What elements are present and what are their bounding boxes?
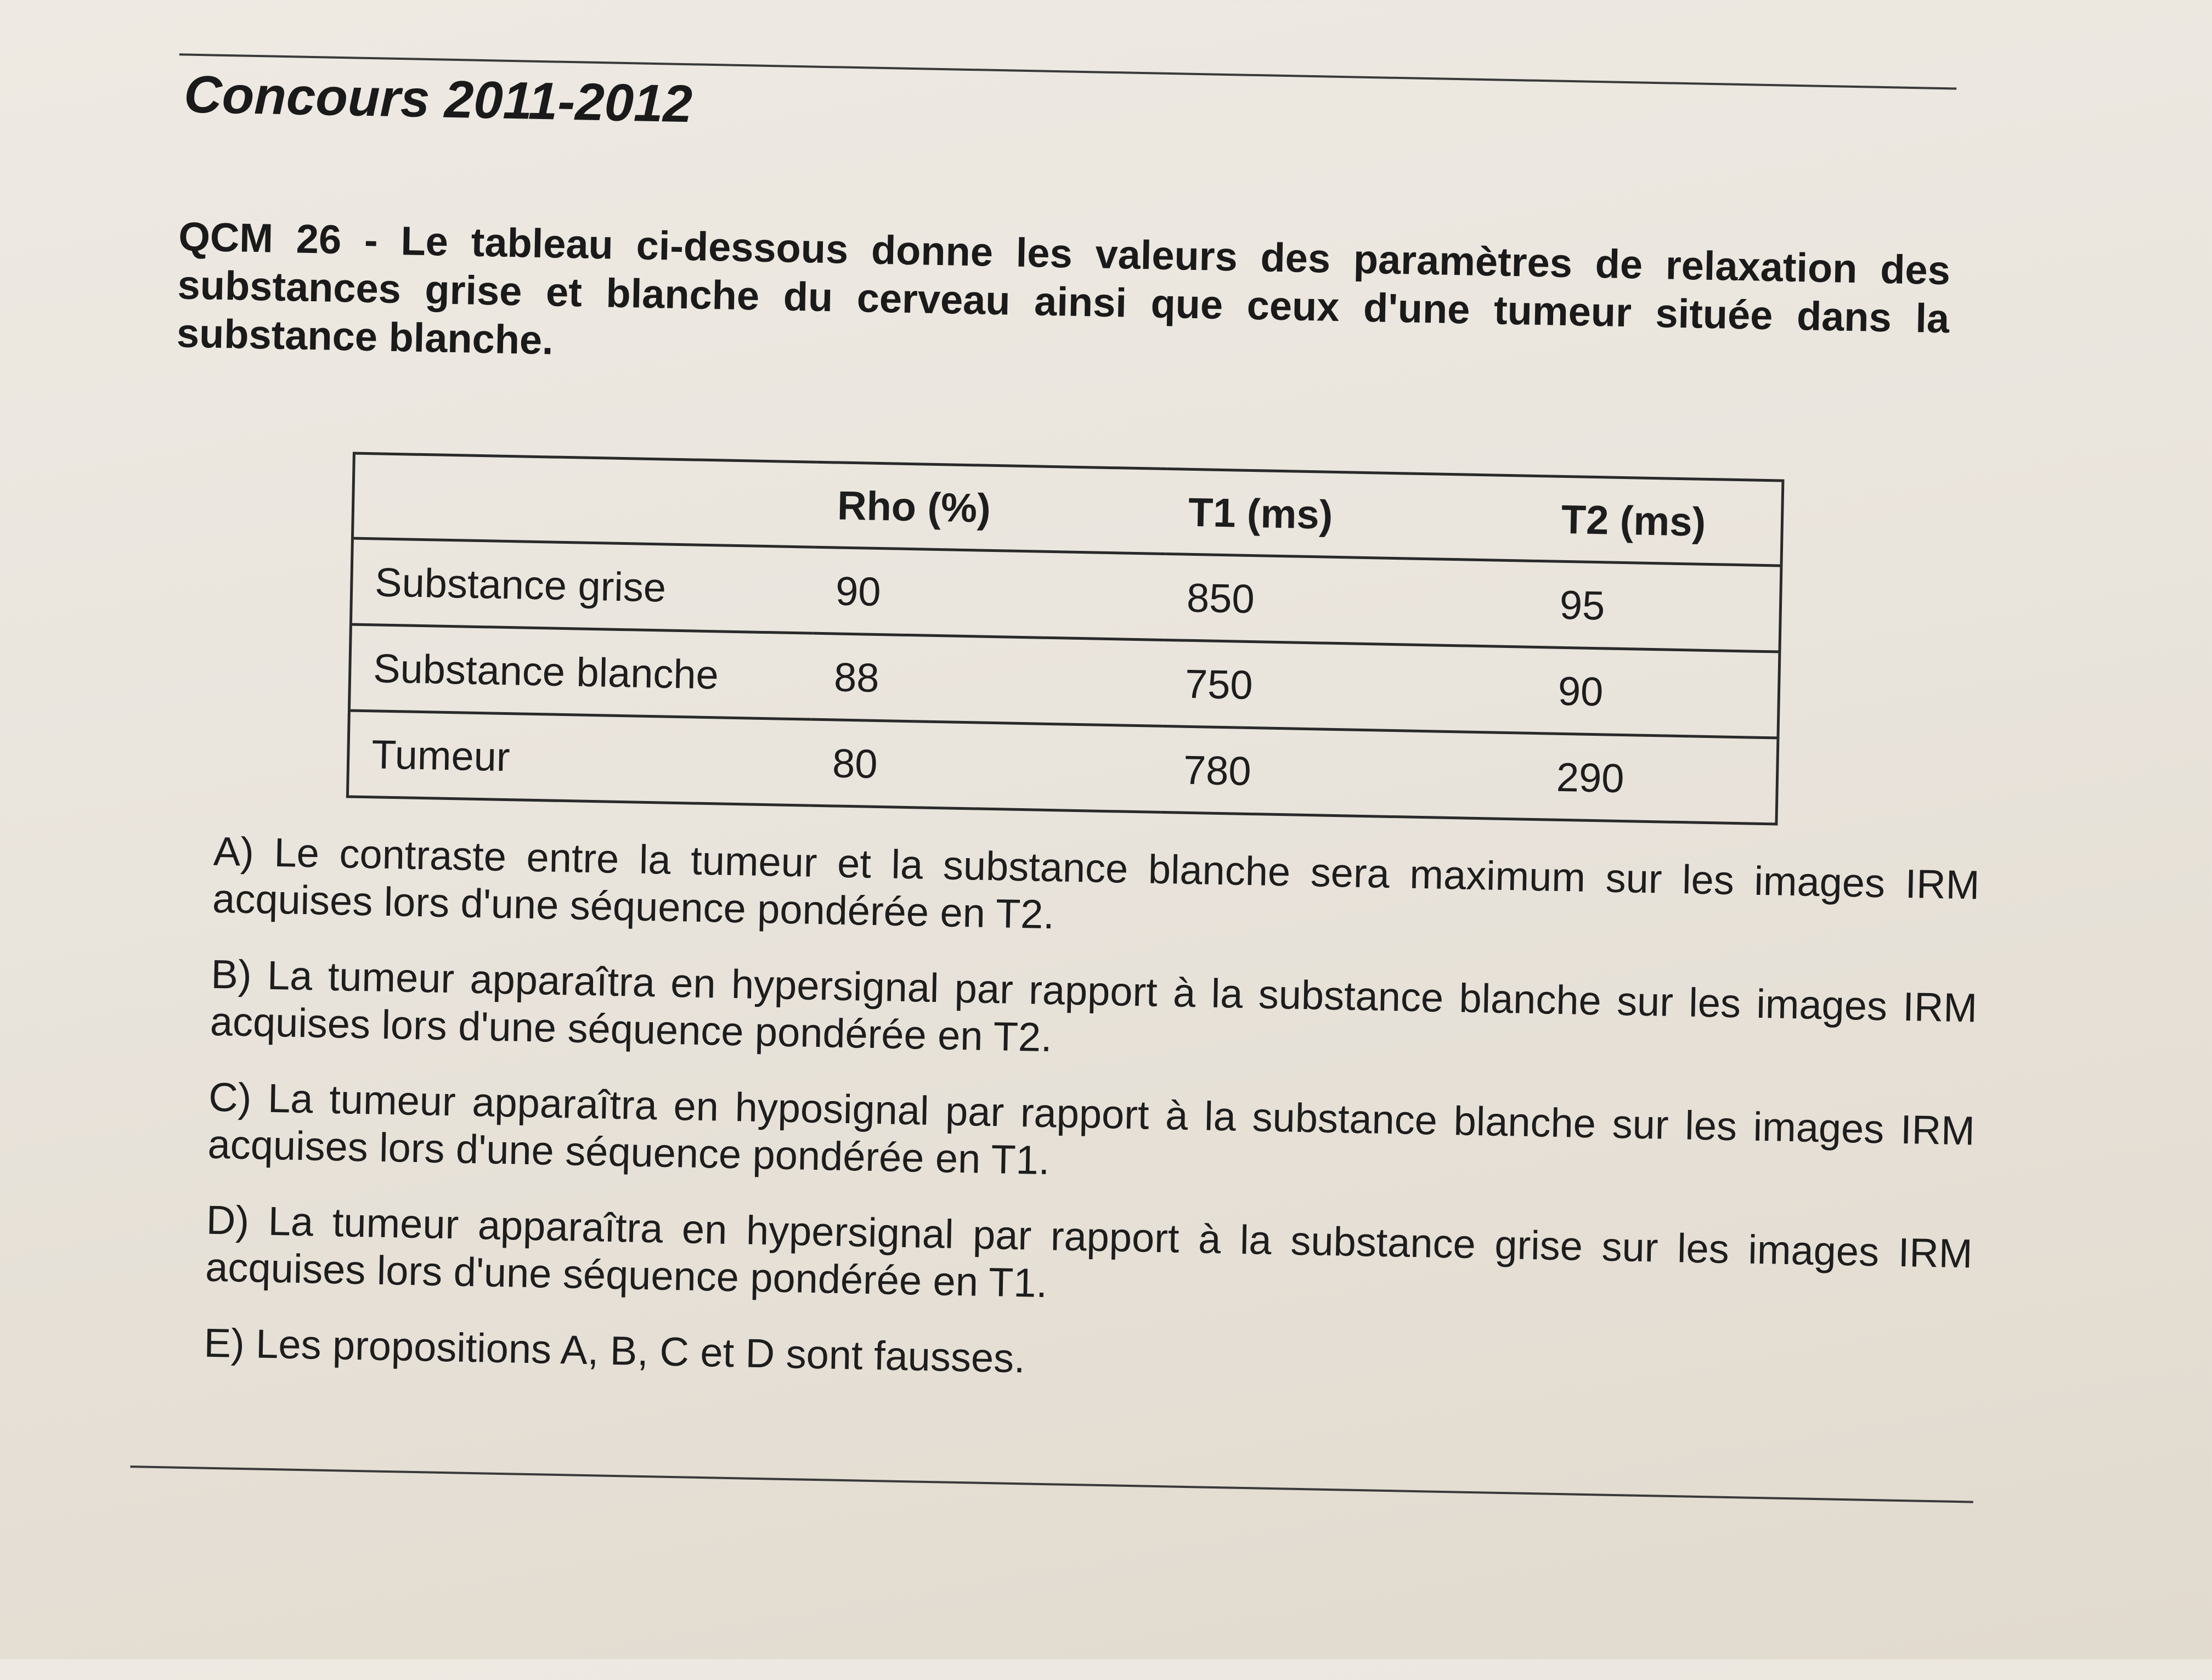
row-label: Substance blanche bbox=[349, 624, 812, 719]
option-c: C) La tumeur apparaîtra en hyposignal par rapport à la substance blanche sur les images IRM acquises lors d'une séquence pondérée en T1. bbox=[207, 1074, 1976, 1183]
header-cell-rho: Rho (%) bbox=[815, 462, 1167, 554]
option-b: B) La tumeur apparaîtra en hypersignal par rapport à la substance blanche sur les images IRM acquises lors d'une séquence pondérée en T2. bbox=[210, 951, 1978, 1061]
header-cell bbox=[352, 453, 816, 547]
header-cell-t1: T1 (ms) bbox=[1166, 469, 1541, 561]
t1-value: 750 bbox=[1163, 640, 1537, 733]
t2-value: 90 bbox=[1536, 647, 1780, 738]
option-a: A) Le contraste entre la tumeur et la substance blanche sera maximum sur les images IRM acquises lors d'une séquence pondérée en T2. bbox=[212, 828, 1980, 938]
t2-value: 95 bbox=[1537, 561, 1781, 652]
row-label: Substance grise bbox=[351, 538, 814, 633]
row-label: Tumeur bbox=[347, 711, 811, 805]
t2-value: 290 bbox=[1533, 733, 1778, 824]
page-title: Concours 2011-2012 bbox=[183, 65, 693, 134]
relaxation-table bbox=[346, 452, 1785, 826]
answer-options bbox=[203, 828, 1980, 1429]
rho-value: 88 bbox=[811, 633, 1164, 726]
question-text: QCM 26 - Le tableau ci-dessous donne les valeurs des paramètres de relaxation des substances grise et blanche du cerveau ainsi que ceux d'une tumeur située dans la substance blanche. bbox=[176, 213, 1951, 363]
t1-value: 780 bbox=[1161, 726, 1536, 819]
rho-value: 80 bbox=[810, 719, 1163, 812]
header-cell-t2: T2 (ms) bbox=[1539, 476, 1783, 566]
option-d: D) La tumeur apparaîtra en hypersignal par rapport à la substance grise sur les images IRM acquises lors d'une séquence pondérée en T1. bbox=[205, 1197, 1973, 1306]
option-e: E) Les propositions A, B, C et D sont fausses. bbox=[203, 1320, 1026, 1382]
bottom-rule bbox=[130, 1465, 1973, 1503]
t1-value: 850 bbox=[1164, 554, 1539, 647]
rho-value: 90 bbox=[813, 547, 1166, 640]
